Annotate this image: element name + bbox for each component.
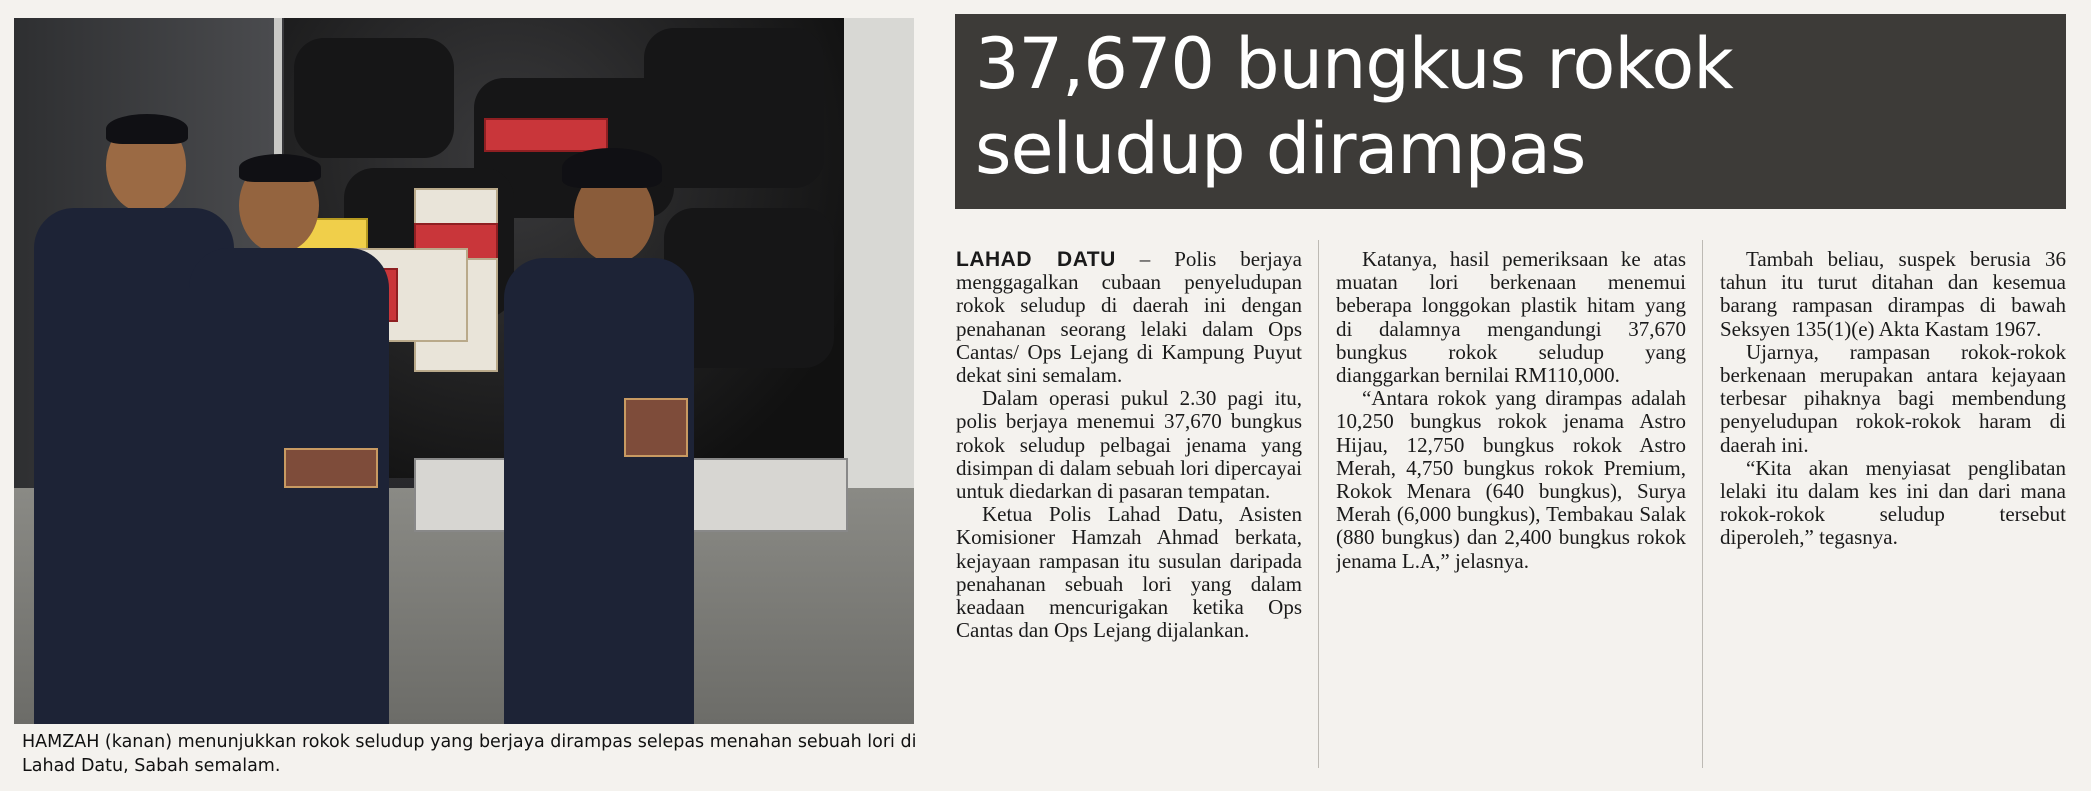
article-paragraph-1 — [956, 248, 1302, 387]
news-photo — [14, 18, 914, 724]
column-rule — [1318, 240, 1319, 768]
cigarette-pack-held-right — [624, 398, 688, 457]
article-column-1 — [956, 248, 1302, 778]
article-paragraph-3: Ketua Polis Lahad Datu, Asisten Komisioner Hamzah Ahmad berkata, kejayaan rampasan itu susulan daripada penahanan sebuah lori yang dalam keadaan mencurigakan ketika Ops Cantas dan Ops Lejang dijalankan. — [956, 502, 1302, 643]
officer-right-beret — [562, 148, 662, 188]
officer-left-hair — [106, 114, 188, 144]
article-paragraph-8: “Kita akan menyiasat penglibatan lelaki itu dalam kes ini dan dari mana rokok-rokok seludup tersebut diperoleh,” tegasnya. — [1720, 455, 2066, 550]
article-paragraph-2: Dalam operasi pukul 2.30 pagi itu, polis berjaya menemui 37,670 bungkus rokok seludup pelbagai jenama yang disimpan di dalam sebuah lori dipercayai untuk diedarkan di pasaran tempatan. — [956, 386, 1302, 504]
cigarette-pack-held — [284, 448, 378, 488]
article-column-2 — [1336, 248, 1686, 778]
paragraph-1-text: – Polis berjaya menggagalkan cubaan penyeludupan rokok seludup di daerah ini dengan penahanan seorang lelaki dalam Ops Cantas/ Ops Lejang di Kampung Puyut dekat sini semalam. — [956, 248, 1302, 388]
dateline: LAHAD DATU — [956, 248, 1116, 271]
article-column-3 — [1720, 248, 2066, 778]
column-rule — [1702, 240, 1703, 768]
article-paragraph-7: Ujarnya, rampasan rokok-rokok berkenaan merupakan antara kejayaan terbesar pihaknya bagi membendung penyeludupan rokok-rokok haram di daerah ini. — [1720, 339, 2066, 457]
officer-right — [504, 258, 694, 724]
article-paragraph-5: “Antara rokok yang dirampas adalah 10,250 bungkus rokok jenama Astro Hijau, 12,750 bungkus rokok Astro Merah, 4,750 bungkus rokok Premium, Rokok Menara (640 bungkus), Surya Merah (6,000 bungkus), Tembakau Salak (880 bungkus) dan 2,400 bungkus rokok jenama L.A,” jelasnya. — [1336, 386, 1686, 573]
headline — [975, 22, 2055, 192]
truck-door-right — [844, 18, 914, 488]
headline-line-2: seludup dirampas — [975, 108, 1586, 190]
officer-middle-hair — [239, 154, 321, 182]
photo-caption: HAMZAH (kanan) menunjukkan rokok seludup yang berjaya dirampas selepas menahan sebuah lori di Lahad Datu, Sabah semalam. — [22, 732, 917, 776]
article-paragraph-4: Katanya, hasil pemeriksaan ke atas muatan lori berkenaan menemui beberapa longgokan plastik hitam yang di dalamnya mengandungi 37,670 bungkus rokok seludup yang dianggarkan bernilai RM110,000. — [1336, 248, 1686, 388]
article-paragraph-6: Tambah beliau, suspek berusia 36 tahun itu turut ditahan dan kesemua barang rampasan dirampas di bawah Seksyen 135(1)(e) Akta Kastam 1967. — [1720, 248, 2066, 341]
headline-line-1: 37,670 bungkus rokok — [975, 23, 1733, 105]
